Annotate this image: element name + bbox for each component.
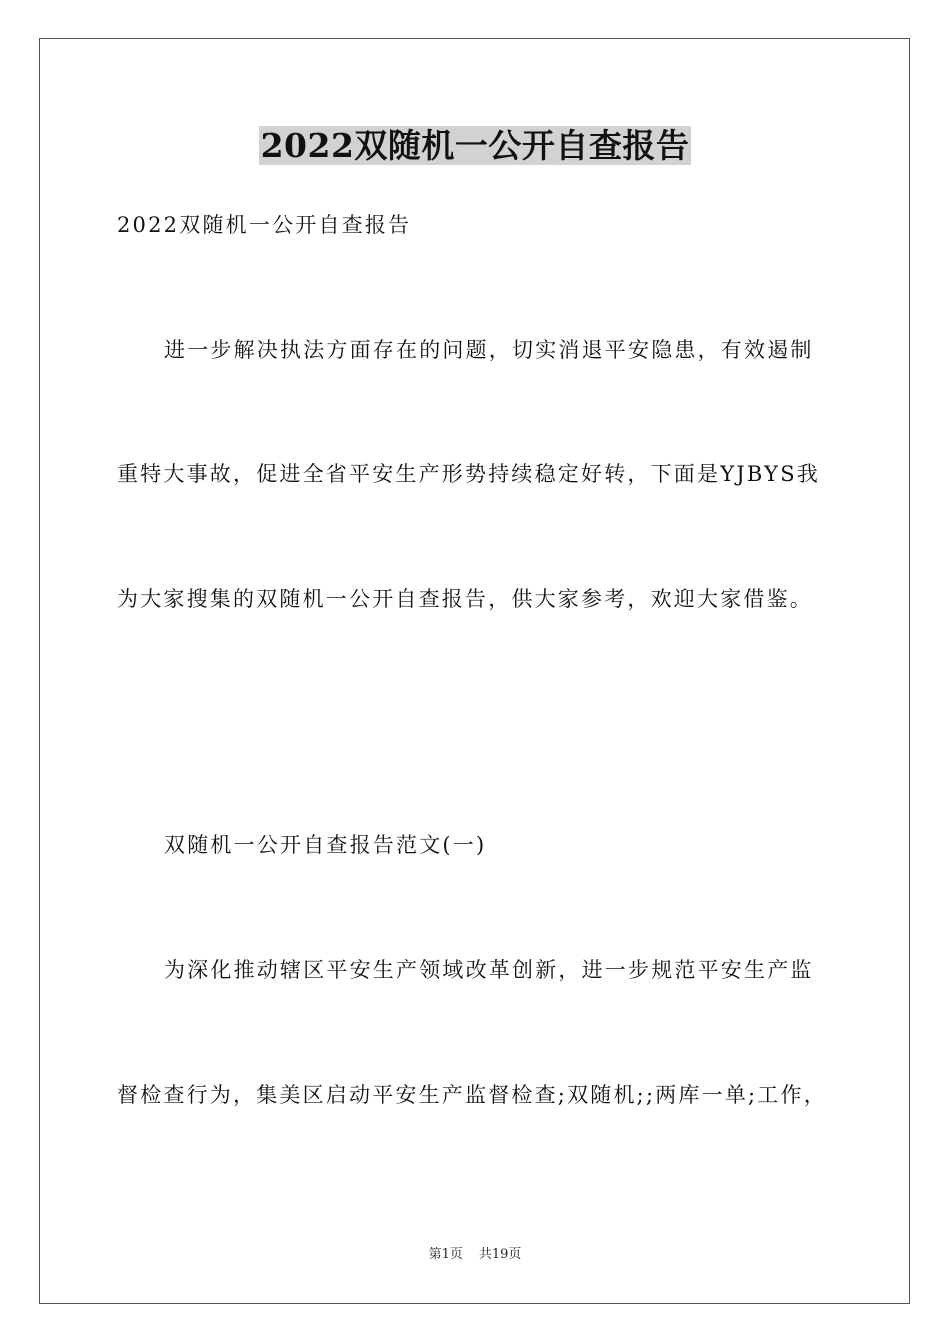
page-count: 共19页: [478, 1247, 522, 1262]
page-number: 第1页: [428, 1247, 463, 1262]
paragraph-line: 为深化推动辖区平安生产领域改革创新，进一步规范平安生产监: [164, 958, 814, 982]
page-footer: [0, 1246, 950, 1264]
paragraph-line: 进一步解决执法方面存在的问题，切实消退平安隐患，有效遏制: [164, 338, 814, 362]
paragraph-line: 重特大事故，促进全省平安生产形势持续稳定好转，下面是YJBYS我: [117, 462, 820, 486]
paragraph-line: 督检查行为，集美区启动平安生产监督检查;双随机;;两库一单;工作，: [117, 1083, 827, 1107]
section-heading: 双随机一公开自查报告范文(一): [164, 833, 487, 857]
document-title: [0, 124, 950, 168]
document-subtitle: 2022双随机一公开自查报告: [117, 213, 412, 237]
paragraph-line: 为大家搜集的双随机一公开自查报告，供大家参考，欢迎大家借鉴。: [117, 587, 813, 611]
document-title-text: 2022双随机一公开自查报告: [260, 126, 690, 165]
